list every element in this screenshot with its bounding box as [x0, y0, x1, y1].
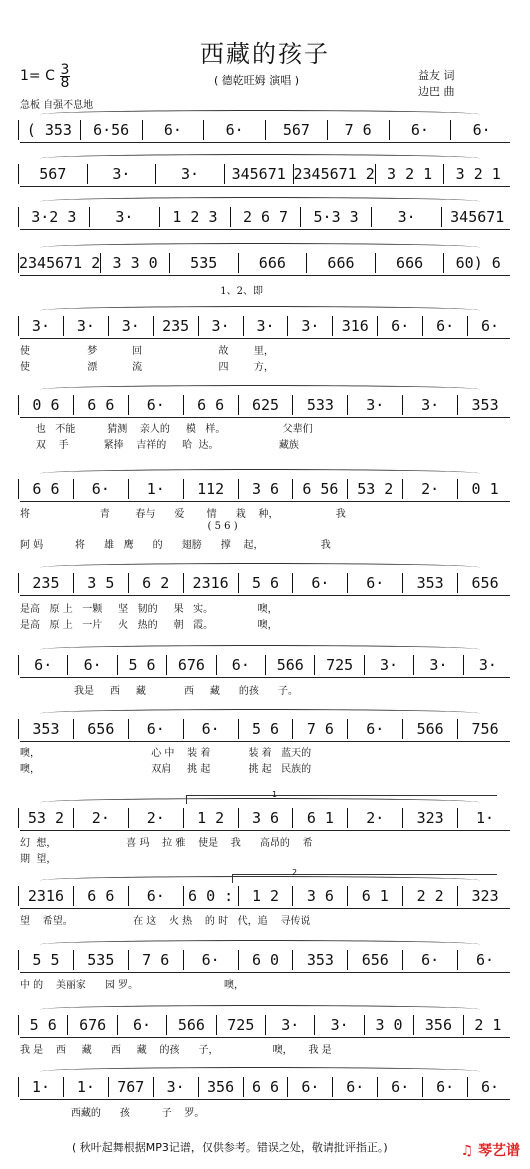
measure: 112: [197, 480, 225, 498]
notation-row: [18, 655, 512, 675]
measure: 6 6: [87, 887, 115, 905]
measure: 1 2: [197, 809, 225, 827]
measure: 6·: [421, 951, 440, 969]
measure: 3 2 1: [455, 165, 501, 183]
measure: 6 2: [142, 574, 170, 592]
measure: 533: [306, 396, 334, 414]
measure: 356: [424, 1016, 452, 1034]
measure: 6·: [480, 1078, 500, 1096]
measure: 345671: [231, 165, 286, 183]
measure: 666: [327, 254, 355, 272]
measure: 3·2 3: [31, 208, 77, 226]
notation-row: [18, 1077, 512, 1097]
measure: 535: [190, 254, 218, 272]
beam-line: [20, 186, 510, 187]
measure: 6 1: [361, 887, 389, 905]
beam-line: [20, 1099, 510, 1100]
measure: 676: [177, 656, 205, 674]
measure: 725: [227, 1016, 255, 1034]
measure: 3·: [121, 317, 140, 335]
slur: [40, 154, 480, 163]
measure: 1·: [146, 480, 165, 498]
measure: 7 6: [344, 121, 372, 139]
slur: [40, 1067, 480, 1076]
measure: 6·: [163, 121, 182, 139]
measure: 6·: [366, 574, 385, 592]
meter-top: 3: [60, 62, 70, 78]
measure: 6·56: [93, 121, 130, 139]
lyric-line: 也 不能 猜测 亲人的 模 样。 父辈们: [20, 424, 313, 435]
notation-row: [18, 479, 512, 499]
measure: 2·: [91, 809, 110, 827]
lyric-line: 阿 妈 将 雄 鹰 的 翅膀 撑 起， 我: [20, 540, 331, 551]
slur: [40, 110, 480, 119]
notation-row: [18, 253, 512, 273]
measure: 3·: [380, 656, 399, 674]
song-title: 西藏的孩子: [200, 40, 330, 68]
measure: 5 6: [251, 574, 280, 592]
notation-row: [18, 120, 512, 140]
beam-line: [20, 501, 510, 502]
measure: 5 6: [251, 720, 280, 738]
measure: 1·: [76, 1078, 95, 1096]
measure: 3·: [397, 208, 416, 226]
lyric-line: 期 望，: [20, 854, 57, 865]
measure: 2 2: [416, 887, 444, 905]
measure: 2316: [192, 574, 229, 592]
measure: 6·: [480, 317, 500, 335]
measure: 6·: [34, 656, 53, 674]
measure: 6·: [132, 1016, 152, 1034]
measure: 566: [177, 1016, 205, 1034]
lyric-line: 中 的 美丽家 园 罗。 噢，: [20, 980, 244, 991]
slur: [40, 197, 480, 206]
measure: 6·: [346, 1078, 365, 1096]
measure: 3·: [478, 656, 497, 674]
measure: 1 2 3: [172, 208, 218, 226]
measure: 356: [207, 1078, 235, 1096]
notation-row: [18, 316, 512, 336]
beam-line: [20, 142, 510, 143]
measure: 3·: [421, 396, 440, 414]
lyric-line: 1、2、即: [20, 286, 263, 297]
lyric-line: 将 青 春与 爱 情 栽 种， 我: [20, 509, 346, 520]
lyric-line: 使 漂 流 四 方，: [20, 362, 274, 373]
measure: 3·: [211, 317, 230, 335]
measure: 353: [471, 396, 499, 414]
slur: [40, 1005, 480, 1014]
measure: 6·: [146, 720, 165, 738]
slur: [40, 469, 480, 478]
measure: 323: [416, 809, 444, 827]
measure: 6·: [391, 1078, 410, 1096]
measure: 6·: [231, 656, 250, 674]
logo-text: 琴艺谱: [478, 1143, 520, 1159]
measure: 3·: [281, 1016, 300, 1034]
measure: 1·: [31, 1078, 50, 1096]
measure: 676: [79, 1016, 107, 1034]
measure: 5 6: [29, 1016, 57, 1034]
measure: 725: [326, 656, 354, 674]
measure: 1·: [476, 809, 495, 827]
measure: 7 6: [306, 720, 334, 738]
measure: 3 6: [251, 809, 280, 827]
measure: 666: [258, 254, 286, 272]
measure: 6·: [311, 574, 330, 592]
measure: 3 0: [375, 1016, 403, 1034]
measure: 3·: [366, 396, 385, 414]
lyric-line: 我是 西 藏 西 藏 的孩 子。: [20, 686, 299, 697]
notation-row: [18, 395, 512, 415]
measure: 6·: [301, 1078, 320, 1096]
notation-row: [18, 164, 512, 184]
beam-line: [20, 595, 510, 596]
beam-line: [20, 972, 510, 973]
meter-bottom: 8: [60, 75, 70, 91]
measure: 53 2: [27, 809, 64, 827]
measure: 6·: [225, 121, 244, 139]
measure: 666: [396, 254, 424, 272]
measure: 6·: [201, 951, 220, 969]
measure: 3 6: [251, 480, 280, 498]
measure: 353: [416, 574, 444, 592]
composer: 边巴 曲: [418, 85, 455, 98]
measure: 6·: [91, 480, 110, 498]
measure: 2 1: [474, 1016, 502, 1034]
notation-row: [18, 719, 512, 739]
notation-row: [18, 808, 512, 828]
lyric-line: 望 希望。 在 这 火 热 的 时 代，追 寻传说: [20, 916, 311, 927]
volta-1-number: 1: [272, 790, 278, 799]
measure: 6 6: [197, 396, 225, 414]
measure: 5·3 3: [313, 208, 359, 226]
beam-line: [20, 338, 510, 339]
slur: [40, 306, 480, 315]
beam-line: [20, 229, 510, 230]
beam-line: [20, 1037, 510, 1038]
lyricist: 益友 词: [418, 69, 455, 82]
measure: 5 5: [32, 951, 60, 969]
beam-line: [20, 417, 510, 418]
measure: 6·: [436, 1078, 455, 1096]
measure: 3·: [115, 208, 134, 226]
key-signature: 1= C: [20, 68, 55, 84]
measure: 6 6: [251, 1078, 280, 1096]
measure: 566: [416, 720, 444, 738]
measure: 3·: [330, 1016, 349, 1034]
measure: 3·: [256, 317, 275, 335]
measure: 345671: [450, 208, 505, 226]
measure: 2345671 2: [293, 165, 375, 183]
beam-line: [20, 830, 510, 831]
lyric-line: ( 5 6 ): [20, 521, 238, 532]
measure: 0 6: [32, 396, 60, 414]
measure: 235: [162, 317, 190, 335]
measure: 3·: [76, 317, 95, 335]
measure: ( 353: [26, 121, 72, 139]
measure: 3 2 1: [387, 165, 433, 183]
measure: 6 56: [302, 480, 339, 498]
volta-2: [232, 874, 497, 883]
measure: 6 0 :: [188, 887, 234, 905]
lyric-line: 是高 原 上 一颗 坚 韧的 果 实。 噢，: [20, 604, 278, 615]
measure: 3 5: [87, 574, 115, 592]
measure: 3·: [429, 656, 448, 674]
lyric-line: 幻 想， 喜 玛 拉 雅 使是 我 高昂的 希: [20, 838, 313, 849]
measure: 6·: [201, 720, 220, 738]
measure: 353: [306, 951, 334, 969]
time-signature: [60, 64, 70, 89]
measure: 656: [471, 574, 499, 592]
measure: 235: [32, 574, 60, 592]
footer-note: ( 秋叶起舞根据MP3记谱，仅供参考。错误之处，敬请批评指正。): [72, 1141, 388, 1154]
measure: 2·: [366, 809, 385, 827]
notation-row: [18, 1015, 512, 1035]
lyric-line: 使 梦 回 故 里，: [20, 346, 274, 357]
measure: 2·: [421, 480, 440, 498]
measure: 6·: [472, 121, 491, 139]
beam-line: [20, 677, 510, 678]
notation-row: [18, 950, 512, 970]
measure: 656: [87, 720, 115, 738]
measure: 2·: [146, 809, 165, 827]
measure: 567: [39, 165, 67, 183]
credits: [418, 68, 455, 100]
measure: 6·: [146, 396, 165, 414]
measure: 60) 6: [455, 254, 501, 272]
measure: 2316: [27, 887, 64, 905]
singer-credit: ( 德乾旺姆 演唱 ): [214, 74, 300, 87]
measure: 3 6: [306, 887, 334, 905]
logo-icon: ♫: [460, 1143, 474, 1159]
measure: 6·: [410, 121, 429, 139]
measure: 353: [32, 720, 60, 738]
measure: 6 6: [87, 396, 115, 414]
measure: 6 1: [306, 809, 334, 827]
measure: 0 1: [471, 480, 499, 498]
measure: 323: [471, 887, 499, 905]
notation-row: [18, 207, 512, 227]
measure: 6·: [83, 656, 102, 674]
lyric-line: 是高 原 上 一片 火 热的 朝 霞。 噢，: [20, 620, 278, 631]
lyric-line: 双 手 紧捧 吉祥的 哈 达。 藏族: [20, 440, 299, 451]
slur: [40, 645, 480, 654]
volta-1: [186, 795, 497, 804]
measure: 566: [276, 656, 304, 674]
measure: 53 2: [357, 480, 394, 498]
measure: 535: [87, 951, 115, 969]
lyric-line: 噢， 双肩 挑 起 挑 起 民族的: [20, 764, 312, 775]
measure: 3·: [181, 165, 200, 183]
slur: [40, 709, 480, 718]
measure: 1 2: [251, 887, 280, 905]
slur: [40, 563, 480, 572]
slur: [40, 385, 480, 394]
measure: 6·: [476, 951, 495, 969]
lyric-line: 西藏的 孩 子 罗。: [20, 1108, 205, 1119]
slur: [40, 940, 480, 949]
measure: 6·: [436, 317, 455, 335]
measure: 3 3 0: [112, 254, 158, 272]
measure: 6 0: [251, 951, 280, 969]
measure: 567: [282, 121, 310, 139]
measure: 6·: [391, 317, 410, 335]
lyric-line: 我 是 西 藏 西 藏 的孩 子， 噢， 我 是: [20, 1045, 332, 1056]
measure: 3·: [31, 317, 50, 335]
lyric-line: 噢， 心 中 装 着 装 着 蓝天的: [20, 748, 312, 759]
notation-row: [18, 886, 512, 906]
measure: 756: [471, 720, 499, 738]
beam-line: [20, 741, 510, 742]
measure: 7 6: [142, 951, 170, 969]
slur: [40, 243, 480, 252]
measure: 6·: [366, 720, 385, 738]
volta-2-number: 2: [292, 868, 298, 877]
measure: 5 6: [128, 656, 156, 674]
measure: 767: [117, 1078, 145, 1096]
measure: 6·: [146, 887, 165, 905]
measure: 3·: [301, 317, 320, 335]
measure: 656: [361, 951, 389, 969]
measure: 316: [341, 317, 369, 335]
tempo-marking: 急板 自强不息地: [20, 100, 94, 111]
measure: 3·: [166, 1078, 185, 1096]
beam-line: [20, 275, 510, 276]
measure: 2345671 2: [19, 254, 101, 272]
measure: 625: [251, 396, 280, 414]
beam-line: [20, 908, 510, 909]
measure: 3·: [112, 165, 131, 183]
measure: 2 6 7: [242, 208, 289, 226]
measure: 6 6: [32, 480, 60, 498]
site-logo: [461, 1140, 520, 1160]
notation-row: [18, 573, 512, 593]
